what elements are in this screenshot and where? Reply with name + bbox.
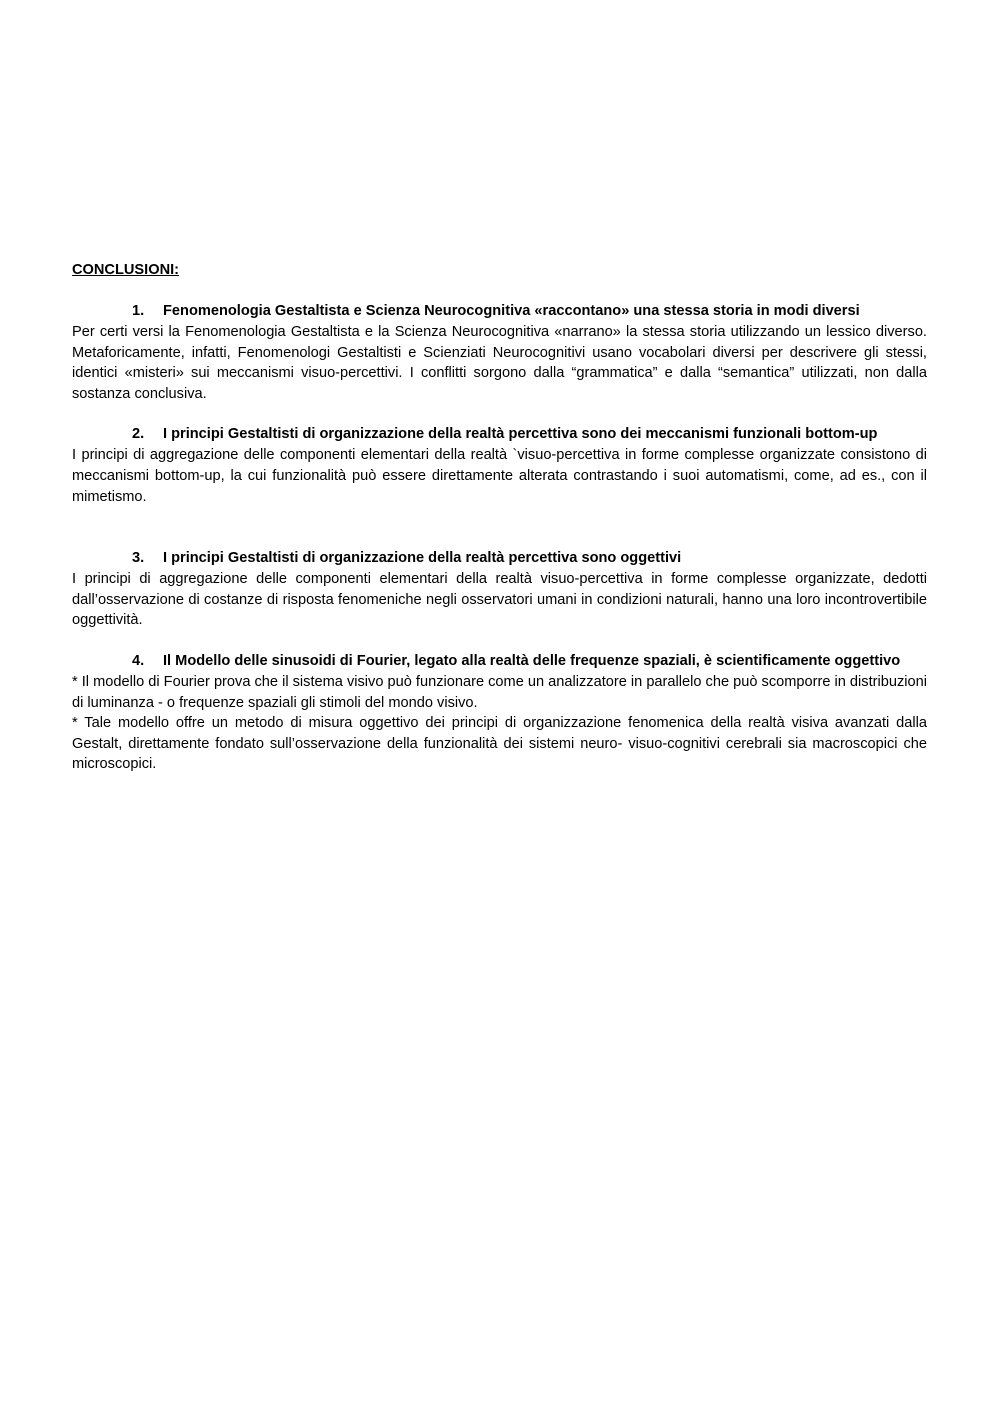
- document-body: [72, 260, 927, 775]
- section-paragraph: Per certi versi la Fenomenologia Gestaltista e la Scienza Neurocognitiva «narrano» la stessa storia utilizzando un lessico diverso. Metaforicamente, infatti, Fenomenologi Gestaltisti e Scienziati Neurocognitivi usano vocabolari diversi per descrivere gli stessi, identici «misteri» sui meccanismi visuo-percettivi. I conflitti sorgono dalla “grammatica” e dalla “semantica” utilizzati, non dalla sostanza conclusiva.: [72, 324, 927, 402]
- section-paragraph: I principi di aggregazione delle componenti elementari della realtà `visuo-percettiva in forme complesse organizzate consistono di meccanismi bottom-up, la cui funzionalità può essere direttamente alterata contrastando i suoi automatismi, come, ad es., con il mimetismo.: [72, 447, 927, 505]
- section-paragraph: * Tale modello offre un metodo di misura oggettivo dei principi di organizzazione fenomenica della realtà visiva avanzati dalla Gestalt, direttamente fondato sull’osservazione della funzionalità dei sistemi neuro- visuo-cognitivi cerebrali sia macroscopici che microscopici.: [72, 715, 927, 773]
- section-3: [72, 548, 927, 631]
- section-heading-text: Fenomenologia Gestaltista e Scienza Neurocognitiva «raccontano» una stessa storia in modi diversi: [163, 303, 860, 319]
- section-heading: [72, 651, 927, 672]
- section-heading-text: Il Modello delle sinusoidi di Fourier, legato alla realtà delle frequenze spaziali, è scientificamente oggettivo: [163, 652, 901, 669]
- section-number: 1.: [132, 303, 145, 319]
- section-number: 2.: [132, 426, 145, 443]
- section-heading: [72, 301, 927, 322]
- section-number: 3.: [132, 550, 145, 567]
- section-1: [72, 301, 927, 404]
- page-title: CONCLUSIONI:: [72, 262, 180, 278]
- section-heading: [72, 548, 927, 569]
- section-heading-text: I principi Gestaltisti di organizzazione della realtà percettiva sono oggettivi: [163, 550, 682, 567]
- section-heading-text: I principi Gestaltisti di organizzazione della realtà percettiva sono dei meccanismi funzionali bottom-up: [163, 426, 878, 443]
- section-heading: [72, 424, 927, 445]
- section-2: [72, 424, 927, 507]
- section-paragraph: I principi di aggregazione delle componenti elementari della realtà visuo-percettiva in forme complesse organizzate, dedotti dall’osservazione di costanze di risposta fenomeniche negli osservatori umani in condizioni naturali, hanno una loro incontrovertibile oggettività.: [72, 571, 927, 629]
- section-paragraph: * Il modello di Fourier prova che il sistema visivo può funzionare come un analizzatore in parallelo che può scomporre in distribuzioni di luminanza - o frequenze spaziali gli stimoli del mondo visivo.: [72, 673, 927, 711]
- section-number: 4.: [132, 652, 145, 669]
- section-4: [72, 651, 927, 775]
